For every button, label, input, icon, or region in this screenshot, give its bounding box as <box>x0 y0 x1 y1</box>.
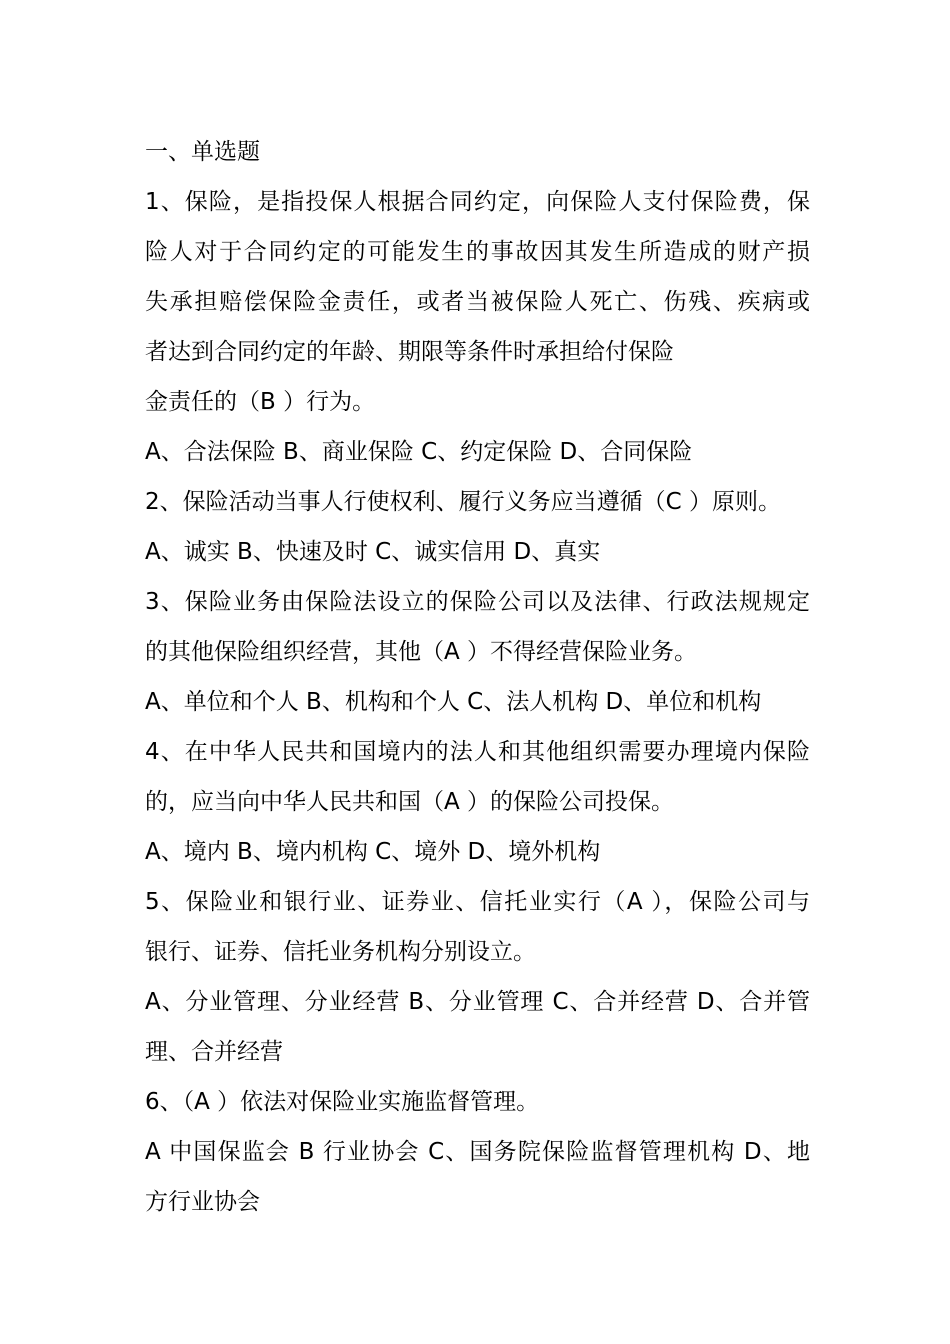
question-text-line: 险人对于合同约定的可能发生的事故因其发生所造成的财产损 <box>145 239 810 265</box>
question-5 <box>145 877 810 1077</box>
question-6 <box>145 1077 810 1227</box>
answer-options: 理、合并经营 <box>145 1039 283 1065</box>
question-text-line: 6、（A ）依法对保险业实施监督管理。 <box>145 1089 540 1115</box>
document-body <box>145 127 810 1227</box>
answer-options: A、境内 B、境内机构 C、境外 D、境外机构 <box>145 839 601 865</box>
question-text-line: 5、保险业和银行业、证券业、信托业实行（A ），保险公司与 <box>145 889 810 915</box>
question-text-line: 3、保险业务由保险法设立的保险公司以及法律、行政法规规定 <box>145 589 810 615</box>
question-text-line: 银行、证券、信托业务机构分别设立。 <box>145 939 536 965</box>
answer-options: A 中国保监会 B 行业协会 C、国务院保险监督管理机构 D、地 <box>145 1139 810 1165</box>
question-text-line: 2、保险活动当事人行使权利、履行义务应当遵循（C ）原则。 <box>145 489 782 515</box>
section-title: 一、单选题 <box>145 139 260 165</box>
question-3 <box>145 577 810 727</box>
answer-options: A、单位和个人 B、机构和个人 C、法人机构 D、单位和机构 <box>145 689 762 715</box>
answer-options: 方行业协会 <box>145 1189 260 1215</box>
question-text-line: 的，应当向中华人民共和国（A ）的保险公司投保。 <box>145 789 675 815</box>
question-4 <box>145 727 810 877</box>
question-text-line: 金责任的（B ）行为。 <box>145 389 376 415</box>
question-1 <box>145 177 810 477</box>
question-text-line: 1、保险，是指投保人根据合同约定，向保险人支付保险费，保 <box>145 189 810 215</box>
question-text-line: 者达到合同约定的年龄、期限等条件时承担给付保险 <box>145 339 674 365</box>
answer-options: A、合法保险 B、商业保险 C、约定保险 D、合同保险 <box>145 439 693 465</box>
question-text-line: 失承担赔偿保险金责任，或者当被保险人死亡、伤残、疾病或 <box>145 289 810 315</box>
question-2 <box>145 477 810 577</box>
answer-options: A、诚实 B、快速及时 C、诚实信用 D、真实 <box>145 539 601 565</box>
question-text-line: 4、在中华人民共和国境内的法人和其他组织需要办理境内保险 <box>145 739 810 765</box>
answer-options: A、分业管理、分业经营 B、分业管理 C、合并经营 D、合并管 <box>145 989 810 1015</box>
question-text-line: 的其他保险组织经营，其他（A ）不得经营保险业务。 <box>145 639 698 665</box>
